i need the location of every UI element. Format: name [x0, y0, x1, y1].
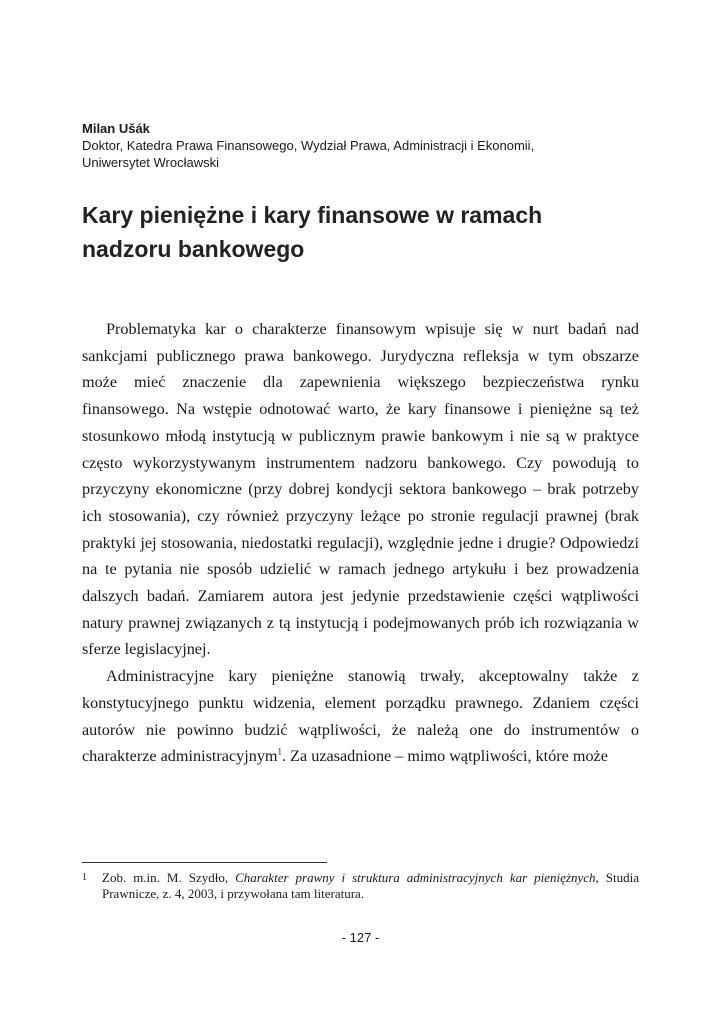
- footnote-reference: 1: [277, 746, 283, 757]
- author-block: [82, 120, 642, 171]
- footnote-number: 1: [82, 872, 87, 883]
- paragraph-2-text-start: Administracyjne kary pieniężne stanowią trwały, akceptowalny także z konstytucyjnego punktu widzenia, element porządku prawnego. Zdaniem części autorów nie powinno budzić wątpliwości, że należą one do instrumentów o charakterze administracyjnym: [82, 667, 639, 766]
- footnote-text-start: Zob. m.in. M. Szydło,: [102, 870, 236, 885]
- title-line-1: Kary pieniężne i kary finansowe w ramach: [82, 202, 543, 228]
- body-paragraph-1: Problematyka kar o charakterze finansowym wpisuje się w nurt badań nad sankcjami publicznego prawa bankowego. Jurydyczna refleksja w tym obszarze może mieć znaczenie dla zapewnienia większego bezpieczeństwa rynku finansowego. Na wstępie odnotować warto, że kary finansowe i pieniężne są też stosunkowo młodą instytucją w publicznym prawie bankowym i nie są w praktyce często wykorzystywanym instrumentem nadzoru bankowego. Czy powodują to przyczyny ekonomiczne (przy dobrej kondycji sektora bankowego – brak potrzeby ich stosowania), czy również przyczyny leżące po stronie regulacji prawnej (brak praktyki jej stosowania, niedostatki regulacji), względnie jedne i drugie? Odpowiedzi na te pytania nie sposób udzielić w ramach jednego artykułu i bez prowadzenia dalszych badań. Zamiarem autora jest jedynie przedstawienie części wątpliwości natury prawnej związanych z tą instytucją i podejmowanych prób ich rozwiązania w sferze legislacyjnej.: [82, 320, 639, 659]
- paragraph-2-text-end: . Za uzasadnione – mimo wątpliwości, które może: [282, 747, 608, 766]
- article-body: [82, 316, 639, 770]
- footnote-text: [82, 870, 639, 902]
- title-line-2: nadzoru bankowego: [82, 236, 305, 262]
- page-number: - 127 -: [341, 930, 380, 945]
- article-title: [82, 198, 642, 266]
- author-affiliation-line-1: Doktor, Katedra Prawa Finansowego, Wydział Prawa, Administracji i Ekonomii,: [82, 138, 535, 153]
- footnote-separator: [82, 862, 327, 863]
- footnote: [82, 870, 639, 902]
- footnote-cited-title: Charakter prawny i struktura administracyjnych kar pieniężnych: [235, 870, 596, 885]
- body-paragraph-2: [82, 663, 639, 770]
- footnote-text-end: , Studia Prawnicze, z. 4, 2003, i przywołana tam literatura.: [102, 870, 639, 901]
- author-name: Milan Ušák: [82, 121, 150, 136]
- author-affiliation-line-2: Uniwersytet Wrocławski: [82, 155, 220, 170]
